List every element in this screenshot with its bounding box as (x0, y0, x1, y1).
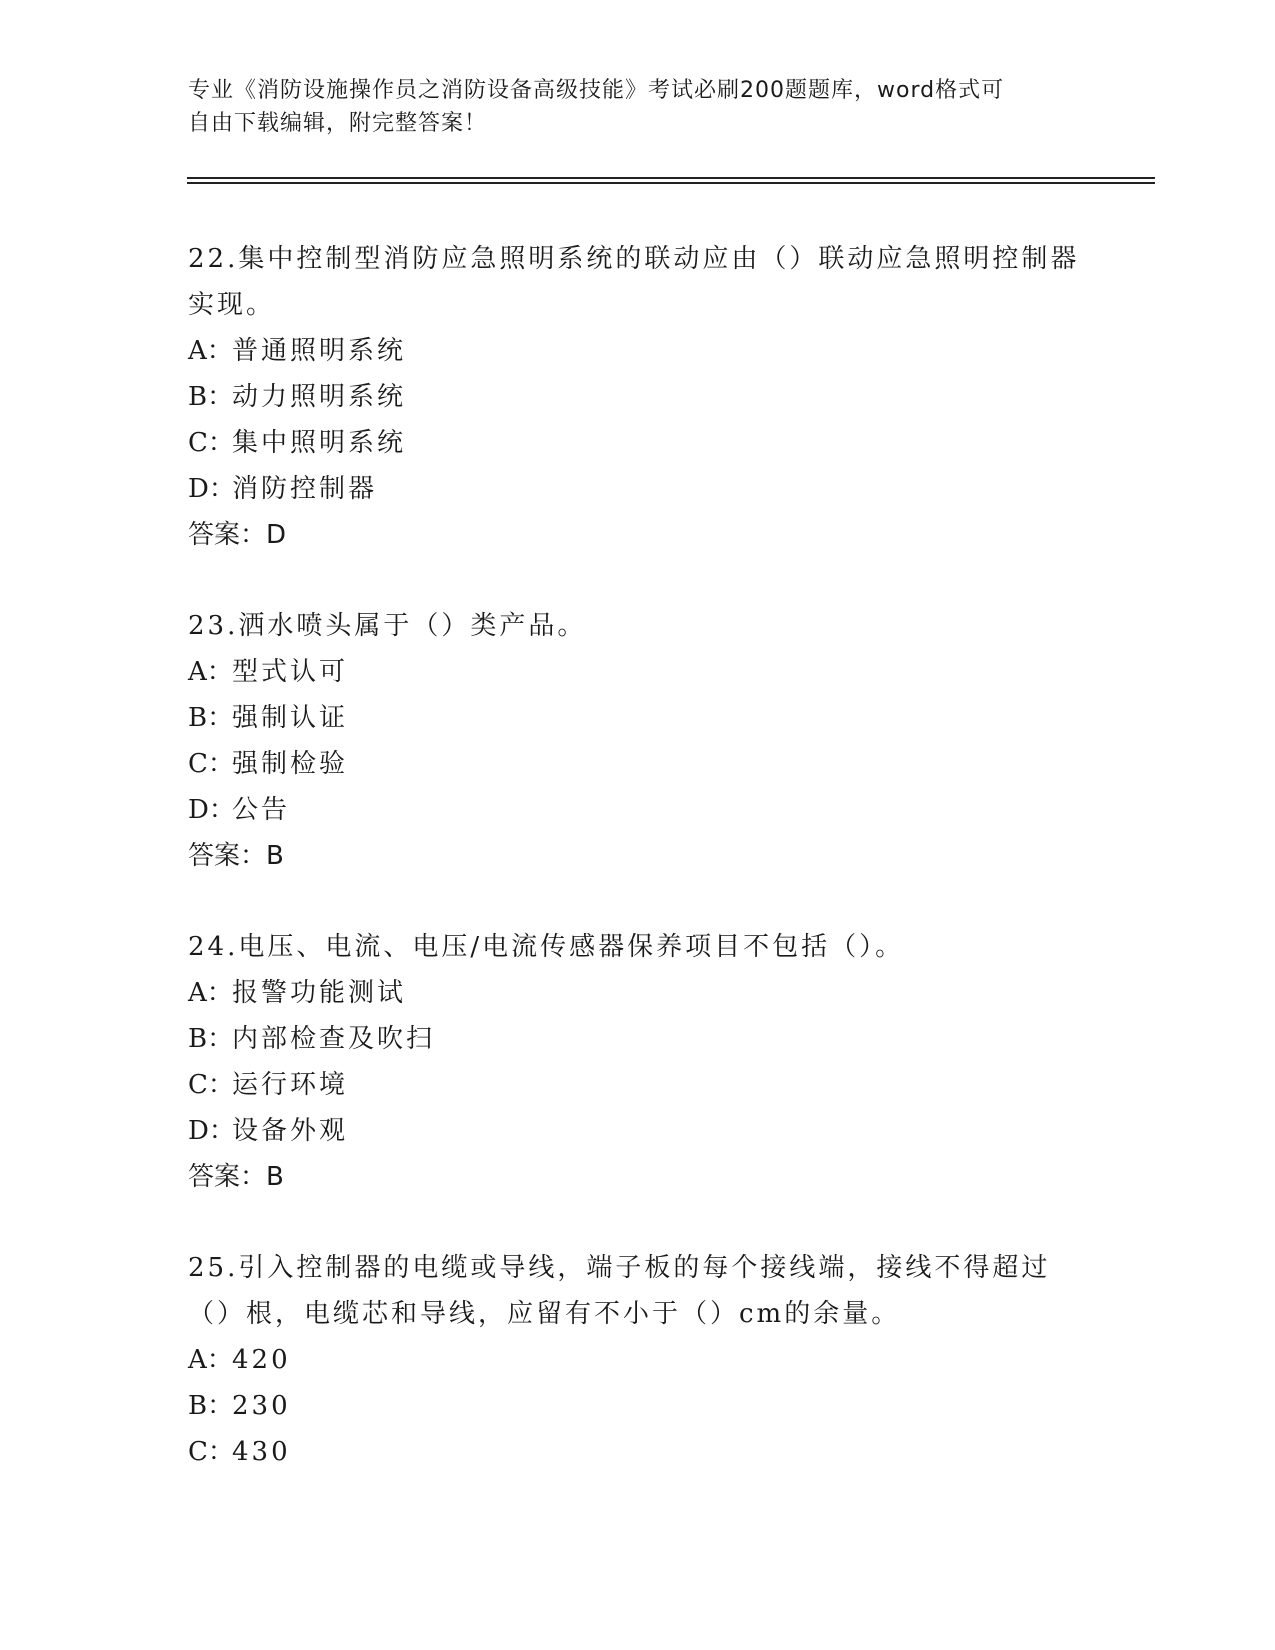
option-text: 强制认证 (232, 703, 349, 733)
option-letter: B： (188, 382, 234, 412)
option-letter: C： (188, 428, 234, 458)
question-text: 24.电压、电流、电压/电流传感器保养项目不包括（）。 (188, 932, 905, 962)
option-b (188, 374, 1088, 420)
option-letter: A： (188, 1345, 233, 1375)
option-letter: A： (188, 657, 233, 687)
option-b (188, 1383, 1088, 1429)
option-c (188, 1062, 1088, 1108)
question-24 (188, 924, 1088, 1200)
option-text: 普通照明系统 (232, 336, 407, 366)
answer-line: 答案：B (188, 1162, 284, 1192)
option-text: 设备外观 (232, 1116, 349, 1146)
option-letter: D： (188, 1116, 235, 1146)
option-text: 集中照明系统 (232, 428, 407, 458)
option-letter: C： (188, 1437, 234, 1467)
option-text: 内部检查及吹扫 (232, 1024, 436, 1054)
option-c (188, 1429, 1088, 1475)
answer-line: 答案：B (188, 841, 284, 871)
option-a (188, 1337, 1088, 1383)
option-text: 报警功能测试 (232, 978, 407, 1008)
document-header (188, 74, 1068, 140)
option-letter: B： (188, 1391, 234, 1421)
option-letter: B： (188, 1024, 234, 1054)
option-text: 动力照明系统 (232, 382, 407, 412)
option-letter: A： (188, 978, 233, 1008)
option-b (188, 1016, 1088, 1062)
option-text: 运行环境 (232, 1070, 349, 1100)
option-text: 消防控制器 (232, 474, 378, 504)
option-a (188, 970, 1088, 1016)
option-text: 公告 (232, 795, 291, 825)
option-a (188, 328, 1088, 374)
option-letter: D： (188, 795, 235, 825)
option-c (188, 741, 1088, 787)
option-letter: C： (188, 749, 234, 779)
question-text: 23.洒水喷头属于（）类产品。 (188, 611, 587, 641)
option-text: 强制检验 (232, 749, 349, 779)
option-letter: C： (188, 1070, 234, 1100)
option-letter: A： (188, 336, 233, 366)
option-text: 420 (232, 1345, 291, 1375)
question-text: 25.引入控制器的电缆或导线，端子板的每个接线端，接线不得超过（）根，电缆芯和导线，应留有不小于（）cm的余量。 (188, 1253, 1051, 1329)
option-text: 230 (232, 1391, 291, 1421)
question-23 (188, 603, 1088, 879)
option-d (188, 1108, 1088, 1154)
answer-line: 答案：D (188, 520, 287, 550)
header-line-2: 自由下载编辑，附完整答案！ (188, 111, 488, 136)
option-c (188, 420, 1088, 466)
option-text: 430 (232, 1437, 291, 1467)
question-list (188, 236, 1088, 1520)
header-rule-bottom (187, 182, 1155, 184)
option-d (188, 787, 1088, 833)
question-25 (188, 1245, 1088, 1475)
option-b (188, 695, 1088, 741)
option-text: 型式认可 (232, 657, 349, 687)
option-letter: D： (188, 474, 235, 504)
question-text: 22.集中控制型消防应急照明系统的联动应由（）联动应急照明控制器实现。 (188, 244, 1080, 320)
option-a (188, 649, 1088, 695)
option-d (188, 466, 1088, 512)
header-line-1: 专业《消防设施操作员之消防设备高级技能》考试必刷200题题库，word格式可 (188, 78, 1005, 103)
header-rule-top (187, 177, 1155, 179)
question-22 (188, 236, 1088, 558)
option-letter: B： (188, 703, 234, 733)
